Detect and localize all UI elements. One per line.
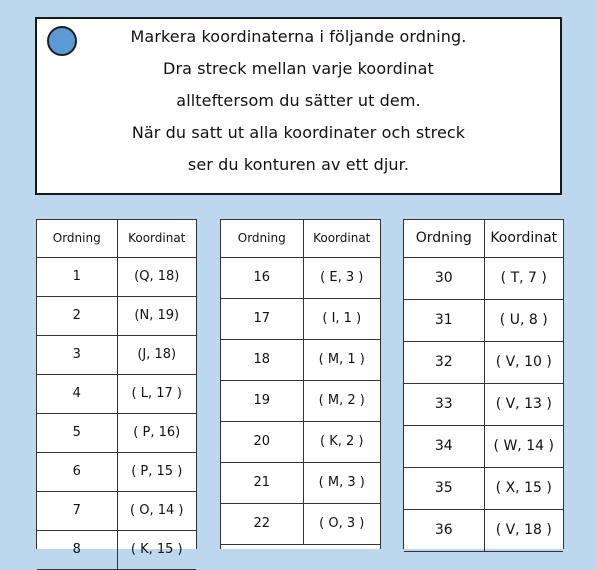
header-koordinat: Koordinat [117,220,196,257]
order-cell: 20 [221,421,303,462]
header-ordning: Ordning [221,220,303,257]
order-cell: 33 [404,383,484,425]
order-cell: 5 [37,413,117,452]
order-cell: 2 [37,296,117,335]
coordinate-cell: (Q, 18) [117,257,196,296]
table-row [37,491,196,530]
table-header-row [221,220,380,257]
header-koordinat: Koordinat [484,220,563,257]
order-cell: 7 [37,491,117,530]
order-cell: 30 [404,257,484,299]
coordinate-cell: (J, 18) [117,335,196,374]
table-row [37,374,196,413]
table-row [404,383,563,425]
coordinate-cell: ( V, 18 ) [484,509,563,551]
coordinate-cell: ( X, 15 ) [484,467,563,509]
coordinate-table-3 [403,219,564,549]
instruction-line: Markera koordinaterna i följande ordning. [130,27,467,46]
order-cell: 36 [404,509,484,551]
table-header-row [404,220,563,257]
instruction-line: allteftersom du sätter ut dem. [176,91,421,110]
coordinate-cell: ( T, 7 ) [484,257,563,299]
order-cell: 8 [37,530,117,569]
coordinate-table-2 [220,219,381,549]
table-row [37,335,196,374]
coordinate-cell: ( O, 14 ) [117,491,196,530]
order-cell: 22 [221,503,303,544]
table-row [221,257,380,298]
table-row [404,509,563,551]
header-ordning: Ordning [404,220,484,257]
order-cell: 31 [404,299,484,341]
table-row [37,452,196,491]
coordinate-cell: ( L, 17 ) [117,374,196,413]
table-row [37,530,196,569]
coordinate-cell: ( V, 13 ) [484,383,563,425]
coordinate-cell: ( K, 15 ) [117,530,196,569]
coordinate-cell: ( E, 3 ) [303,257,380,298]
coordinate-cell: ( I, 1 ) [303,298,380,339]
header-koordinat: Koordinat [303,220,380,257]
coordinate-cell: ( M, 1 ) [303,339,380,380]
table-row [37,257,196,296]
table-row [221,421,380,462]
order-cell: 18 [221,339,303,380]
coordinate-cell: ( M, 3 ) [303,462,380,503]
order-cell: 35 [404,467,484,509]
coordinate-cell: ( P, 15 ) [117,452,196,491]
order-cell: 16 [221,257,303,298]
order-cell: 3 [37,335,117,374]
header-ordning: Ordning [37,220,117,257]
coordinate-cell: ( P, 16) [117,413,196,452]
table-row [404,467,563,509]
order-cell: 34 [404,425,484,467]
order-cell: 4 [37,374,117,413]
coordinate-cell: ( U, 8 ) [484,299,563,341]
coordinate-table-1 [36,219,197,557]
coordinate-cell: ( O, 3 ) [303,503,380,544]
coordinate-cell: (N, 19) [117,296,196,335]
table-row [37,296,196,335]
order-cell: 19 [221,380,303,421]
table-row [221,462,380,503]
instruction-line: ser du konturen av ett djur. [187,155,410,174]
coordinate-cell: ( V, 10 ) [484,341,563,383]
table-row [404,425,563,467]
table-row [221,380,380,421]
order-cell: 6 [37,452,117,491]
order-cell: 32 [404,341,484,383]
coordinate-cell: ( W, 14 ) [484,425,563,467]
table-row [221,298,380,339]
order-cell: 21 [221,462,303,503]
coordinate-cell: ( K, 2 ) [303,421,380,462]
table-row [404,341,563,383]
instruction-line: När du satt ut alla koordinater och streck [131,123,466,142]
coordinate-cell: ( M, 2 ) [303,380,380,421]
order-cell: 17 [221,298,303,339]
instruction-box [35,17,562,195]
table-row [221,339,380,380]
table-row [404,299,563,341]
table-header-row [37,220,196,257]
table-row [404,257,563,299]
order-cell: 1 [37,257,117,296]
table-row [221,503,380,544]
table-row [37,413,196,452]
instruction-line: Dra streck mellan varje koordinat [163,59,434,78]
